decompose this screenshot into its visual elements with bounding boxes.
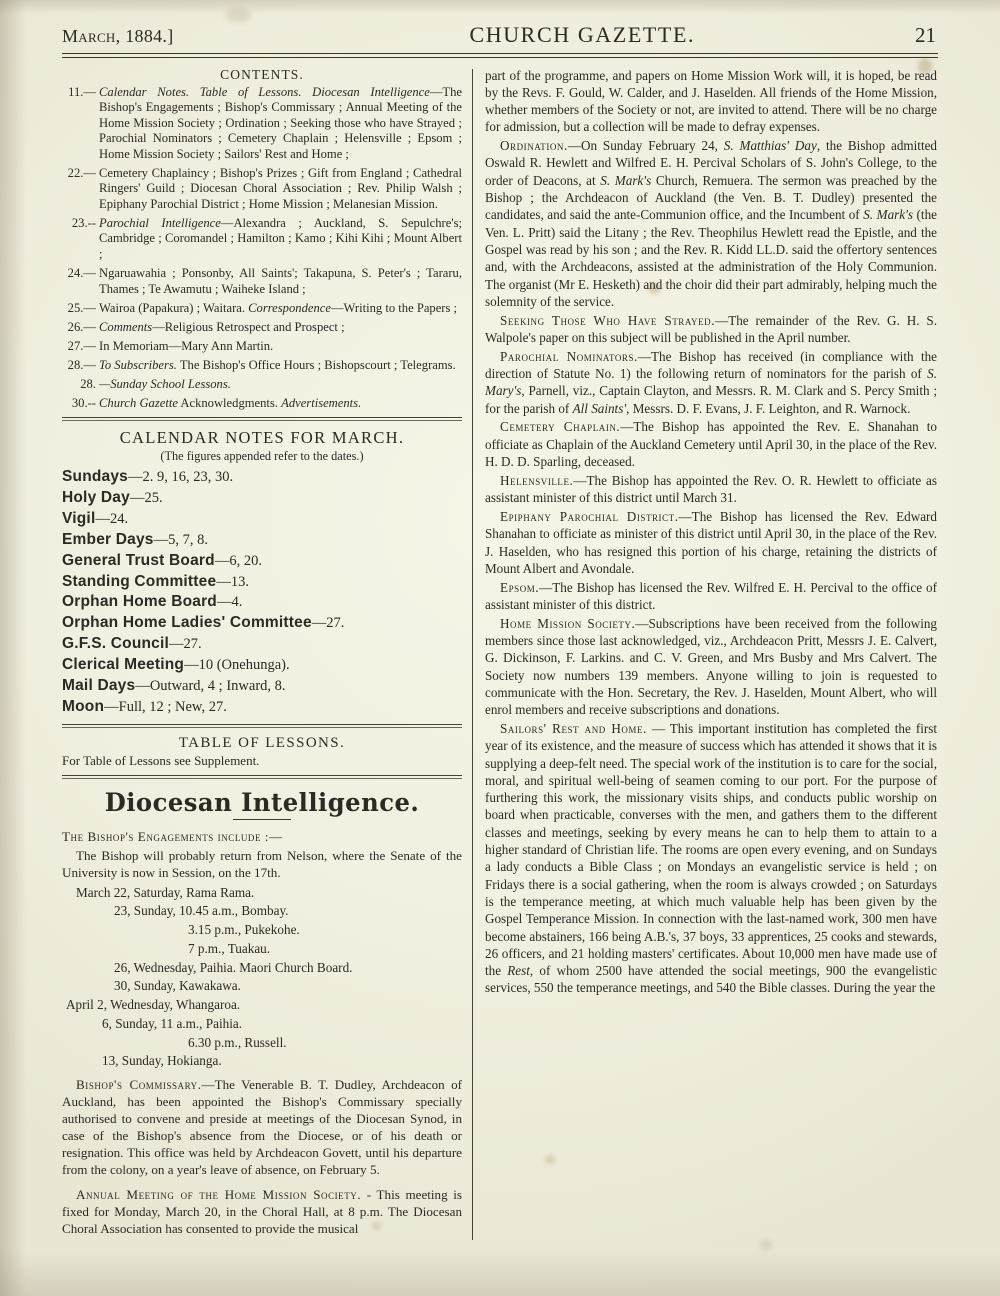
masthead-date: March, 1884.] xyxy=(62,26,174,46)
masthead xyxy=(62,22,938,48)
calendar-entry-value: —2. 9, 16, 23, 30. xyxy=(128,469,234,486)
calendar-entry-value: —4. xyxy=(216,594,243,611)
commissary-text: —The Venerable B. T. Dudley, Archdeacon of Auckland, has been appointed the Bishop's Commissary specially authorised to convene and preside at meetings of the Diocesan Synod, in case of the Bishop's absence from the Diocese, or of his death or resignation. This office was held by Archdeacon Govett, until his departure from the colony, on a year's leave of absence, on February 5. xyxy=(62,1077,463,1178)
article-paragraph xyxy=(485,579,937,614)
calendar-entry-label: Orphan Home Ladies' Committee xyxy=(62,614,312,632)
engagements-note: The Bishop will probably return from Nelson, where the Senate of the University is now in Session, on the 17th. xyxy=(62,848,462,881)
toc-number: 25.— xyxy=(67,300,96,315)
heading-underline-rule xyxy=(233,819,291,820)
calendar-entry-value: —25. xyxy=(129,490,163,507)
toc-number: 24.— xyxy=(67,266,96,281)
annual-meeting-heading: Annual Meeting of the Home Mission Society. xyxy=(76,1187,362,1203)
article-paragraph xyxy=(485,418,937,470)
schedule-line: 26, Wednesday, Paihia. Maori Church Board. xyxy=(114,959,353,975)
article-heading: Helensville. xyxy=(500,472,574,488)
calendar-entry-value: —6, 20. xyxy=(214,552,262,569)
commissary-heading: Bishop's Commissary. xyxy=(76,1077,202,1093)
article-heading: Home Mission Society. xyxy=(500,615,636,631)
calendar-entry xyxy=(62,572,462,593)
toc-entry xyxy=(62,339,462,355)
article-text: — This important institution has completed the first year of its existence, and the measure of success which has attended it shows that it is supplying a deep-felt need. The special work of the institution is to care for the social, moral, and spiritual well-being of seamen coming to our port. For the purpose of furthering this work, the missionary visits ships, and conducts public worship on board when practicable, converses with the men, and gathers them to the different classes and meetings, seeking by every means he can to help them to attain to a higher standard of Christian life. The rooms are open every evening, and on Sundays a lady conducts a Bible Class ; on Mondays an evangelistic service is held ; on Fridays there is a social gathering, when the room is always crowded ; on Saturdays is the temperance meeting, at which much valuable help has been given by the Gospel Temperance Mission. In connection with the last-named work, 300 men have become abstainers, 166 being A.B.'s, 37 boys, 33 apprentices, 25 cooks and stewards, 26 officers, and 21 holding masters' certificates. About 10,000 men have made use of the Rest, of whom 2500 have attended the social meetings, 900 the evangelistic services, 550 the temperance meetings, and 540 the Bible classes. During the year the xyxy=(485,720,937,996)
calendar-entry xyxy=(62,634,462,655)
toc-number: 22.— xyxy=(67,165,96,180)
toc-text: To Subscribers. The Bishop's Office Hours ; Bishopscourt ; Telegrams. xyxy=(99,357,456,372)
calendar-entry-value: —27. xyxy=(311,615,345,632)
contents-list xyxy=(62,85,462,412)
toc-text: Wairoa (Papakura) ; Waitara. Correspondence—Writing to the Papers ; xyxy=(99,300,458,315)
toc-entry xyxy=(62,301,462,317)
calendar-entry xyxy=(62,509,462,530)
calendar-entry-label: Sundays xyxy=(62,468,129,486)
calendar-entry-label: Mail Days xyxy=(62,676,136,694)
article-text: —The remainder of the Rev. G. H. S. Walpole's paper on this subject will be published in the April number. xyxy=(485,312,937,345)
toc-text: Ngaruawahia ; Ponsonby, All Saints'; Takapuna, S. Peter's ; Tararu, Thames ; Te Awamutu ; Waiheke Island ; xyxy=(99,266,462,296)
schedule-line: 7 p.m., Tuakau. xyxy=(188,940,271,956)
calendar-entry-label: Clerical Meeting xyxy=(62,655,185,673)
calendar-entry-value: —10 (Onehunga). xyxy=(184,656,290,673)
right-column xyxy=(485,67,937,1240)
article-paragraph xyxy=(485,137,937,310)
contents-heading: CONTENTS. xyxy=(220,66,304,82)
calendar-entry xyxy=(62,613,462,634)
schedule-line: 23, Sunday, 10.45 a.m., Bombay. xyxy=(114,903,289,919)
toc-entry xyxy=(62,85,462,163)
continued-paragraph: part of the programme, and papers on Home Mission Work will, it is hoped, be read by the Revs. F. Gould, W. Calder, and J. Haselden. All friends of the Home Mission, whether members of the Society or not, are invited to attend. There will be no charge for admission, but a collection will be made to defray expenses. xyxy=(485,67,937,135)
calendar-entry-label: G.F.S. Council xyxy=(62,635,170,653)
calendar-entry xyxy=(62,530,462,551)
calendar-entry-value: —13. xyxy=(216,573,249,590)
calendar-entry xyxy=(62,551,462,572)
calendar-entry xyxy=(62,676,462,697)
left-column xyxy=(62,67,472,1240)
annual-meeting-text: - This meeting is fixed for Monday, March 20, in the Choral Hall, at 8 p.m. The Diocesan Choral Association has consented to provide the musical xyxy=(62,1187,462,1237)
schedule-line: 3.15 p.m., Pukekohe. xyxy=(188,922,300,938)
calendar-entry-label: Moon xyxy=(62,697,105,715)
engagements-schedule xyxy=(62,884,462,1071)
toc-number: 26.— xyxy=(67,319,96,334)
toc-text: —Sunday School Lessons. xyxy=(99,376,231,391)
toc-number: 30.-- xyxy=(71,395,96,410)
section-rule xyxy=(62,417,462,421)
toc-entry xyxy=(62,358,462,374)
article-text: —The Bishop has licensed the Rev. Edward Shanahan to officiate as minister of this district until April 30, in the place of the Rev. J. Haselden, who has resigned this portion of his charge, retaining the districts of Mount Albert and Avondale. xyxy=(485,508,937,576)
toc-text: Church Gazette Acknowledgments. Advertisements. xyxy=(99,395,362,410)
page-edge-shadow-bottom xyxy=(0,1250,1000,1296)
toc-entry xyxy=(62,216,462,263)
article-paragraph xyxy=(485,348,937,417)
article-paragraph xyxy=(485,312,937,347)
lessons-note: For Table of Lessons see Supplement. xyxy=(62,752,260,768)
article-heading: Parochial Nominators. xyxy=(500,348,638,364)
toc-entry xyxy=(62,377,462,393)
lessons-heading: TABLE OF LESSONS. xyxy=(178,734,346,751)
calendar-entry-label: Ember Days xyxy=(62,530,154,548)
toc-number: 23.-- xyxy=(71,215,96,230)
calendar-heading: CALENDAR NOTES FOR MARCH. xyxy=(119,428,405,448)
calendar-entry-label: Holy Day xyxy=(62,489,130,507)
toc-text: Comments—Religious Retrospect and Prospect ; xyxy=(99,319,345,334)
schedule-line: 6, Sunday, 11 a.m., Paihia. xyxy=(102,1015,243,1031)
page-content xyxy=(62,22,938,1240)
schedule-line: April 2, Wednesday, Whangaroa. xyxy=(66,997,241,1013)
page-number: 21 xyxy=(915,23,936,47)
schedule-line: 13, Sunday, Hokianga. xyxy=(102,1053,222,1069)
toc-number: 11.— xyxy=(68,84,96,99)
article-text: —Subscriptions have been received from the following members since those last acknowledged, viz., Archdeacon Pritt, Messrs J. E. Calvert, G. Dickinson, F. Larkins. and C. V. Green, and Mrs Busby and Mrs Calvert. The Society now numbers 139 members. Anyone willing to join is requested to communicate with the Hon. Secretary, the Rev. J. Haselden, Mount Albert, who will enrol members and receive subscriptions and donations. xyxy=(485,615,937,718)
calendar-entry xyxy=(62,592,462,613)
toc-text: In Memoriam—Mary Ann Martin. xyxy=(99,338,274,353)
article-heading: Cemetery Chaplain. xyxy=(500,419,621,435)
toc-entry xyxy=(62,320,462,336)
diocesan-intelligence-heading: Diocesan Intelligence. xyxy=(104,787,420,817)
article-heading: Epiphany Parochial District. xyxy=(500,508,679,524)
calendar-entry-label: Orphan Home Board xyxy=(62,593,217,611)
calendar-entry xyxy=(62,488,462,509)
masthead-rule xyxy=(62,53,938,58)
calendar-entry xyxy=(62,697,462,718)
paper-stain xyxy=(225,8,251,22)
page-edge-shadow-left xyxy=(0,0,26,1296)
article-text: —The Bishop has appointed the Rev. O. R. Hewlett to officiate as assistant minister of this district until March 31. xyxy=(485,472,937,506)
article-heading: Ordination. xyxy=(500,138,568,154)
article-text: —The Bishop has appointed the Rev. E. Shanahan to officiate as Chaplain of the Auckland Cemetery until April 30, in the place of the Rev. H. D. D. Sparling, deceased. xyxy=(485,419,938,470)
calendar-entry-value: —24. xyxy=(95,511,129,528)
engagements-intro-text: The Bishop's Engagements include :— xyxy=(62,828,283,844)
toc-text: Calendar Notes. Table of Lessons. Diocesan Intelligence—The Bishop's Engagements ; Bishop's Commissary ; Annual Meeting of the Home Mission Society ; Ordination ; Seeking those who have Strayed ; Parochial Nominators ; Cemetery Chaplain ; Helensville ; Epsom ; Home Mission Society ; Sailors' Rest and Home ; xyxy=(99,84,462,161)
paper-stain xyxy=(760,1240,772,1250)
toc-entry xyxy=(62,266,462,297)
calendar-entry-value: —5, 7, 8. xyxy=(153,531,208,548)
article-paragraph xyxy=(485,472,937,507)
schedule-line: March 22, Saturday, Rama Rama. xyxy=(76,884,255,900)
schedule-line: 6.30 p.m., Russell. xyxy=(188,1034,287,1050)
calendar-entry-value: —Full, 12 ; New, 27. xyxy=(104,698,227,715)
toc-entry xyxy=(62,166,462,213)
page-edge-shadow-top xyxy=(0,0,1000,14)
calendar-entry-value: —Outward, 4 ; Inward, 8. xyxy=(135,677,286,694)
engagements-intro xyxy=(62,828,462,845)
article-heading: Sailors' Rest and Home. xyxy=(500,720,647,736)
calendar-entry xyxy=(62,467,462,488)
article-text: —The Bishop has received (in compliance with the direction of Statute No. 1) the following return of nominators for the parish of S. Mary's, Parnell, viz., Captain Clayton, and Messrs. R. M. Clark and S. Percy Smith ; for the parish of All Saints', Messrs. D. F. Evans, J. F. Leighton, and R. Warnock. xyxy=(485,348,937,416)
commissary-paragraph xyxy=(62,1076,462,1178)
article-paragraph xyxy=(485,508,937,577)
section-rule xyxy=(62,724,462,728)
calendar-list xyxy=(62,467,462,717)
toc-text: Cemetery Chaplaincy ; Bishop's Prizes ; Gift from England ; Cathedral Ringers' Guild ; Diocesan Choral Association ; Rev. Philip Walsh ; Epiphany Parochial District ; Home Mission ; Melanesian Mission. xyxy=(99,165,462,211)
schedule-line: 30, Sunday, Kawakawa. xyxy=(114,978,241,994)
calendar-entry-label: Standing Committee xyxy=(62,572,217,590)
toc-number: 28.— xyxy=(67,357,96,372)
calendar-entry-label: Vigil xyxy=(62,510,96,528)
article-text: —On Sunday February 24, S. Matthias' Day, the Bishop admitted Oswald R. Hewlett and Wilfred E. H. Percival Scholars of S. John's College, to the order of Deacons, at S. Mark's Church, Remuera. The sermon was preached by the Bishop ; the Archdeacon of Auckland (the Ven. B. T. Dudley) presented the candidates, and said the ante-Communion office, and the Incumbent of S. Mark's (the Ven. L. Pritt) said the Litany ; the Rev. Theophilus Hewlett read the Epistle, and the Gospel was read by his son ; and the Rev. R. Kidd LL.D. said the offertory sentences and, with the Archdeacons, assisted at the administration of the Holy Communion. The organist (Mr E. Hesketh) and the choir did their part admirably, helping much the solemnity of the service. xyxy=(485,138,938,309)
toc-entry xyxy=(62,396,462,412)
toc-text: Parochial Intelligence—Alexandra ; Auckland, S. Sepulchre's; Cambridge ; Coromandel ; Hamilton ; Kamo ; Kihi Kihi ; Mount Albert ; xyxy=(99,215,462,261)
article-paragraph xyxy=(485,720,937,997)
masthead-title: CHURCH GAZETTE. xyxy=(469,22,696,47)
annual-meeting-paragraph xyxy=(62,1186,462,1237)
article-text: —The Bishop has licensed the Rev. Wilfred E. H. Percival to the office of assistant minister of this district. xyxy=(485,579,937,612)
section-rule xyxy=(62,775,462,779)
column-divider-rule xyxy=(472,69,473,1240)
two-column-layout xyxy=(62,67,938,1240)
toc-number: 28. xyxy=(80,376,96,391)
toc-number: 27.— xyxy=(67,338,96,353)
calendar-entry-value: —27. xyxy=(169,636,202,653)
article-heading: Seeking Those Who Have Strayed. xyxy=(500,312,716,328)
article-paragraph xyxy=(485,615,937,719)
calendar-subheading: (The figures appended refer to the dates.) xyxy=(160,449,364,464)
article-heading: Epsom. xyxy=(500,579,540,595)
calendar-entry xyxy=(62,655,462,676)
calendar-entry-label: General Trust Board xyxy=(62,551,215,569)
